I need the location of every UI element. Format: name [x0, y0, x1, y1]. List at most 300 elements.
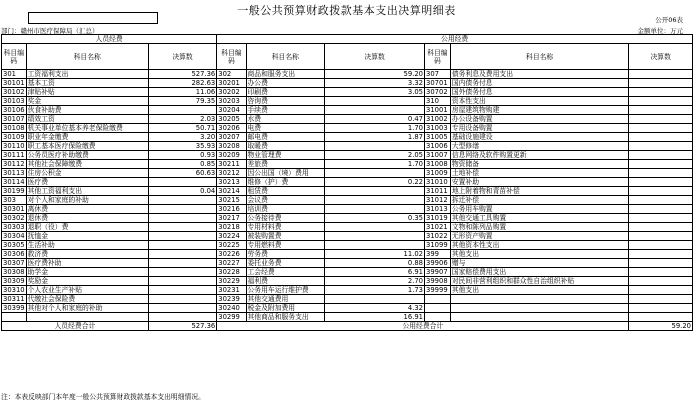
table-row — [2, 286, 693, 295]
row-amount-cell: 0.47 — [325, 115, 425, 124]
row-name-cell: 培训费 — [246, 205, 325, 214]
row-code-cell: 30199 — [3, 187, 25, 195]
column-header-name: 科目名称 — [246, 44, 325, 70]
table-row — [2, 259, 693, 268]
row-name-cell: 劳务费 — [246, 250, 325, 259]
row-name-cell: 资本性支出 — [450, 97, 629, 106]
row-amount-cell — [629, 97, 693, 106]
row-name-cell: 助学金 — [26, 268, 148, 277]
table-row — [2, 295, 693, 304]
table-row — [2, 70, 693, 79]
row-name-cell: 救济费 — [26, 250, 148, 259]
expenditure-table — [1, 34, 693, 331]
row-name-cell: 其他资本性支出 — [450, 241, 629, 250]
row-code-cell: 302 — [217, 70, 246, 79]
row-amount-cell — [629, 151, 693, 160]
row-code-cell: 310 — [425, 97, 451, 106]
row-amount-cell — [148, 250, 216, 259]
public-total-label: 公用经费合计 — [217, 322, 629, 331]
row-amount-cell: 2.70 — [325, 277, 425, 286]
row-name-cell: 信息网络及软件购置更新 — [450, 151, 629, 160]
row-amount-cell — [148, 241, 216, 250]
row-code-cell: 30114 — [3, 178, 25, 186]
row-code-cell: 39907 — [425, 268, 451, 277]
row-code-cell: 30226 — [217, 250, 246, 259]
row-code-cell: 31099 — [425, 241, 451, 250]
row-amount-cell: 3.32 — [325, 79, 425, 88]
row-amount-cell — [629, 178, 693, 187]
row-amount-cell — [325, 232, 425, 241]
row-name-cell: 医疗费补助 — [26, 259, 148, 268]
row-code-cell: 30206 — [217, 124, 246, 133]
row-name-cell: 工会经费 — [246, 268, 325, 277]
row-code-cell: 31011 — [425, 187, 451, 196]
row-code-cell: 30209 — [217, 151, 246, 160]
row-name-cell: 文物和陈列品购置 — [450, 223, 629, 232]
row-code-cell: 30302 — [3, 214, 25, 222]
row-name-cell: 水费 — [246, 115, 325, 124]
row-amount-cell — [629, 313, 693, 322]
row-name-cell: 公务用车运行维护费 — [246, 286, 325, 295]
row-name-cell: 拆迁补偿 — [450, 196, 629, 205]
row-amount-cell: 0.93 — [148, 151, 216, 160]
row-code-cell — [2, 313, 27, 322]
row-code-cell: 30217 — [217, 214, 246, 223]
table-row — [2, 106, 693, 115]
row-code-cell: 30212 — [217, 169, 246, 178]
column-header-amount: 决算数 — [629, 44, 693, 70]
row-code-cell: 30224 — [217, 232, 246, 241]
row-name-cell: 机关事业单位基本养老保险缴费 — [26, 124, 148, 133]
row-amount-cell: 0.88 — [325, 259, 425, 268]
row-code-cell: 30216 — [217, 205, 246, 214]
row-code-cell: 39906 — [425, 259, 451, 268]
row-name-cell — [26, 313, 148, 322]
table-row — [2, 304, 693, 313]
footnote: 注：本表反映部门本年度一般公共预算财政拨款基本支出明细情况。 — [1, 393, 205, 401]
row-amount-cell: 3.20 — [148, 133, 216, 142]
row-name-cell: 办公设备购置 — [450, 115, 629, 124]
row-amount-cell — [148, 304, 216, 313]
row-code-cell: 30203 — [217, 97, 246, 106]
totals-row — [2, 322, 693, 331]
row-amount-cell: 79.35 — [148, 97, 216, 106]
row-code-cell: 31010 — [425, 178, 451, 187]
row-amount-cell — [629, 88, 693, 97]
table-row — [2, 142, 693, 151]
row-code-cell: 30229 — [217, 277, 246, 286]
row-name-cell: 津贴补贴 — [26, 88, 148, 97]
row-name-cell: 公务用车购置 — [450, 205, 629, 214]
row-name-cell: 职业年金缴费 — [26, 133, 148, 142]
row-name-cell: 其他商品和服务支出 — [246, 313, 325, 322]
row-name-cell: 物业管理费 — [246, 151, 325, 160]
row-code-cell: 307 — [425, 70, 451, 79]
row-amount-cell: 60.63 — [148, 169, 216, 178]
row-code-cell: 30299 — [217, 313, 246, 322]
row-code-cell: 31005 — [425, 133, 451, 142]
row-name-cell: 委托业务费 — [246, 259, 325, 268]
row-amount-cell — [629, 259, 693, 268]
row-amount-cell — [148, 106, 216, 115]
row-code-cell: 30701 — [425, 79, 451, 88]
row-amount-cell: 0.85 — [148, 160, 216, 169]
table-row — [2, 178, 693, 187]
row-code-cell: 30304 — [3, 232, 25, 240]
row-name-cell: 住房公积金 — [26, 169, 148, 178]
row-name-cell: 其他交通费用 — [246, 295, 325, 304]
row-amount-cell: 50.71 — [148, 124, 216, 133]
row-amount-cell — [629, 214, 693, 223]
row-code-cell: 30225 — [217, 241, 246, 250]
row-amount-cell — [629, 133, 693, 142]
row-code-cell: 30204 — [217, 106, 246, 115]
row-amount-cell: 1.70 — [325, 124, 425, 133]
column-header-code: 科目编码 — [2, 44, 27, 70]
row-code-cell: 30211 — [217, 160, 246, 169]
row-name-cell: 取暖费 — [246, 142, 325, 151]
row-code-cell: 399 — [425, 250, 451, 259]
row-name-cell: 赠与 — [450, 259, 629, 268]
row-amount-cell — [629, 241, 693, 250]
row-name-cell: 维修（护）费 — [246, 178, 325, 187]
row-name-cell: 国外债务付息 — [450, 88, 629, 97]
table-row — [2, 214, 693, 223]
row-code-cell: 30213 — [217, 178, 246, 187]
row-code-cell: 30399 — [3, 304, 25, 312]
personnel-total-value: 527.36 — [148, 322, 216, 331]
row-code-cell: 30218 — [217, 223, 246, 232]
row-name-cell: 奖金 — [26, 97, 148, 106]
row-amount-cell — [325, 106, 425, 115]
row-code-cell — [425, 313, 451, 322]
table-row — [2, 268, 693, 277]
row-amount-cell — [148, 178, 216, 187]
unit-name-box — [28, 12, 158, 24]
row-amount-cell — [629, 205, 693, 214]
row-code-cell: 30103 — [3, 97, 25, 105]
row-amount-cell — [325, 169, 425, 178]
table-row — [2, 223, 693, 232]
row-amount-cell — [148, 205, 216, 214]
row-name-cell: 税金及附加费用 — [246, 304, 325, 313]
row-amount-cell — [148, 286, 216, 295]
row-amount-cell: 1.87 — [325, 133, 425, 142]
row-name-cell: 其他对个人和家庭的补助 — [26, 304, 148, 313]
row-code-cell: 30309 — [3, 277, 25, 285]
row-amount-cell — [325, 241, 425, 250]
table-row — [2, 313, 693, 322]
row-code-cell: 30113 — [3, 169, 25, 177]
row-name-cell: 土地补偿 — [450, 169, 629, 178]
row-code-cell: 30305 — [3, 241, 25, 249]
row-name-cell: 安置补助 — [450, 178, 629, 187]
row-code-cell: 31012 — [425, 196, 451, 205]
table-row — [2, 196, 693, 205]
row-amount-cell: 2.03 — [148, 115, 216, 124]
row-name-cell: 基础设施建设 — [450, 133, 629, 142]
row-amount-cell — [148, 232, 216, 241]
row-name-cell: 对民间非营利组织和群众性自治组织补贴 — [450, 277, 629, 286]
table-row — [2, 241, 693, 250]
column-header-amount: 决算数 — [325, 44, 425, 70]
row-name-cell: 公务接待费 — [246, 214, 325, 223]
row-code-cell: 30214 — [217, 187, 246, 196]
row-amount-cell — [325, 223, 425, 232]
column-header-code: 科目编码 — [217, 44, 246, 70]
row-code-cell: 31006 — [425, 142, 451, 151]
row-name-cell: 专用燃料费 — [246, 241, 325, 250]
row-code-cell: 31019 — [425, 214, 451, 223]
row-code-cell: 31007 — [425, 151, 451, 160]
row-code-cell — [425, 304, 451, 313]
row-amount-cell: 6.91 — [325, 268, 425, 277]
row-name-cell: 退休费 — [26, 214, 148, 223]
row-amount-cell — [629, 187, 693, 196]
row-amount-cell — [148, 196, 216, 205]
row-code-cell: 30306 — [3, 250, 25, 258]
row-amount-cell: 35.93 — [148, 142, 216, 151]
row-name-cell: 无形资产购置 — [450, 232, 629, 241]
row-name-cell — [450, 313, 629, 322]
row-name-cell: 其他社会保障缴费 — [26, 160, 148, 169]
row-amount-cell — [629, 115, 693, 124]
row-code-cell: 31022 — [425, 232, 451, 241]
row-name-cell: 其他支出 — [450, 250, 629, 259]
row-code-cell: 31001 — [425, 106, 451, 115]
row-code-cell: 30108 — [3, 124, 25, 132]
row-name-cell: 抚恤金 — [26, 232, 148, 241]
row-amount-cell: 3.05 — [325, 88, 425, 97]
row-amount-cell — [629, 295, 693, 304]
row-code-cell: 30106 — [3, 106, 25, 114]
row-code-cell: 30101 — [3, 79, 25, 87]
unit-label: 金额单位：万元 — [637, 27, 683, 35]
row-code-cell: 30301 — [3, 205, 25, 213]
row-code-cell: 31009 — [425, 169, 451, 178]
row-code-cell: 30311 — [3, 295, 25, 303]
row-code-cell: 30240 — [217, 304, 246, 313]
row-code-cell: 30111 — [3, 151, 25, 159]
row-name-cell: 租赁费 — [246, 187, 325, 196]
row-name-cell: 办公费 — [246, 79, 325, 88]
row-name-cell: 对个人和家庭的补助 — [26, 196, 148, 205]
row-code-cell: 30208 — [217, 142, 246, 151]
row-name-cell: 咨询费 — [246, 97, 325, 106]
row-amount-cell: 11.06 — [148, 88, 216, 97]
personnel-total-label: 人员经费合计 — [2, 322, 149, 331]
table-row — [2, 232, 693, 241]
row-name-cell: 离休费 — [26, 205, 148, 214]
table-row — [2, 250, 693, 259]
row-name-cell — [450, 295, 629, 304]
form-code: 公开06表 — [655, 16, 683, 24]
row-code-cell: 31021 — [425, 223, 451, 232]
row-amount-cell: 4.32 — [325, 304, 425, 313]
row-name-cell: 大型修缮 — [450, 142, 629, 151]
report-title: 一般公共预算财政拨款基本支出决算明细表 — [237, 4, 456, 17]
row-code-cell: 30227 — [217, 259, 246, 268]
row-code-cell: 31002 — [425, 115, 451, 124]
row-name-cell — [450, 304, 629, 313]
row-code-cell: 30231 — [217, 286, 246, 295]
row-code-cell: 303 — [2, 196, 27, 205]
row-name-cell: 物资储备 — [450, 160, 629, 169]
row-code-cell: 30303 — [3, 223, 25, 231]
row-name-cell: 绩效工资 — [26, 115, 148, 124]
row-amount-cell: 0.35 — [325, 214, 425, 223]
row-name-cell: 地上附着物和青苗补偿 — [450, 187, 629, 196]
row-name-cell: 国内债务付息 — [450, 79, 629, 88]
table-row — [2, 79, 693, 88]
table-row — [2, 205, 693, 214]
table-row — [2, 169, 693, 178]
row-name-cell: 个人农业生产补贴 — [26, 286, 148, 295]
row-amount-cell — [325, 196, 425, 205]
row-amount-cell — [325, 142, 425, 151]
row-code-cell: 30215 — [217, 196, 246, 205]
table-row — [2, 160, 693, 169]
row-code-cell: 30201 — [217, 79, 246, 88]
column-header-code: 科目编码 — [425, 44, 451, 70]
row-amount-cell — [629, 304, 693, 313]
column-header-name: 科目名称 — [450, 44, 629, 70]
column-header-row — [2, 44, 693, 70]
row-amount-cell — [629, 277, 693, 286]
table-row — [2, 124, 693, 133]
row-code-cell: 30107 — [3, 115, 25, 123]
row-code-cell: 31008 — [425, 160, 451, 169]
row-amount-cell — [148, 313, 216, 322]
row-amount-cell — [148, 259, 216, 268]
public-total-value: 59.20 — [629, 322, 693, 331]
row-amount-cell — [629, 268, 693, 277]
row-amount-cell — [629, 70, 693, 79]
row-amount-cell — [325, 295, 425, 304]
row-name-cell: 职工基本医疗保险缴费 — [26, 142, 148, 151]
row-amount-cell — [148, 214, 216, 223]
row-name-cell: 退职（役）费 — [26, 223, 148, 232]
row-name-cell: 工资福利支出 — [26, 70, 148, 79]
row-name-cell: 印刷费 — [246, 88, 325, 97]
row-code-cell: 30702 — [425, 88, 451, 97]
table-row — [2, 97, 693, 106]
row-amount-cell: 11.02 — [325, 250, 425, 259]
department-label: 部门：赣州市医疗保障局（汇总） — [1, 27, 99, 35]
row-name-cell: 福利费 — [246, 277, 325, 286]
row-name-cell: 会议费 — [246, 196, 325, 205]
table-row — [2, 187, 693, 196]
row-amount-cell — [629, 124, 693, 133]
row-amount-cell: 2.05 — [325, 151, 425, 160]
row-amount-cell: 1.73 — [325, 286, 425, 295]
row-amount-cell: 1.70 — [325, 160, 425, 169]
row-amount-cell — [325, 205, 425, 214]
row-code-cell: 30228 — [217, 268, 246, 277]
row-code-cell: 39908 — [425, 277, 451, 286]
row-name-cell: 差旅费 — [246, 160, 325, 169]
row-code-cell: 30110 — [3, 142, 25, 150]
row-amount-cell: 282.63 — [148, 79, 216, 88]
public-section-header: 公用经费 — [217, 35, 693, 44]
row-code-cell: 30310 — [3, 286, 25, 294]
row-name-cell: 其他交通工具购置 — [450, 214, 629, 223]
row-amount-cell — [629, 250, 693, 259]
row-code-cell: 31003 — [425, 124, 451, 133]
row-code-cell: 39999 — [425, 286, 451, 295]
table-row — [2, 277, 693, 286]
row-name-cell: 因公出国（境）费用 — [246, 169, 325, 178]
row-name-cell: 专用设备购置 — [450, 124, 629, 133]
row-code-cell: 30109 — [3, 133, 25, 141]
column-header-amount: 决算数 — [148, 44, 216, 70]
row-amount-cell — [629, 286, 693, 295]
row-code-cell: 30308 — [3, 268, 25, 276]
row-code-cell: 30102 — [3, 88, 25, 96]
table-row — [2, 88, 693, 97]
row-code-cell: 30202 — [217, 88, 246, 97]
row-code-cell: 30112 — [3, 160, 25, 168]
row-name-cell: 公务员医疗补助缴费 — [26, 151, 148, 160]
row-name-cell: 手续费 — [246, 106, 325, 115]
row-code-cell: 30307 — [3, 259, 25, 267]
row-amount-cell: 0.04 — [148, 187, 216, 196]
row-amount-cell — [148, 223, 216, 232]
row-code-cell — [425, 295, 451, 304]
row-amount-cell — [629, 160, 693, 169]
table-row — [2, 115, 693, 124]
table-row — [2, 133, 693, 142]
personnel-section-header: 人员经费 — [2, 35, 217, 44]
row-amount-cell — [325, 97, 425, 106]
row-amount-cell — [629, 79, 693, 88]
row-name-cell: 基本工资 — [26, 79, 148, 88]
row-name-cell: 国家赔偿费用支出 — [450, 268, 629, 277]
row-amount-cell — [148, 277, 216, 286]
row-name-cell: 代缴社会保险费 — [26, 295, 148, 304]
row-name-cell: 房屋建筑物购建 — [450, 106, 629, 115]
row-amount-cell — [629, 223, 693, 232]
row-name-cell: 伙食补助费 — [26, 106, 148, 115]
row-name-cell: 其他工资福利支出 — [26, 187, 148, 196]
row-name-cell: 邮电费 — [246, 133, 325, 142]
row-code-cell: 30207 — [217, 133, 246, 142]
row-name-cell: 专用材料费 — [246, 223, 325, 232]
row-amount-cell: 527.36 — [148, 70, 216, 79]
row-name-cell: 生活补助 — [26, 241, 148, 250]
row-code-cell: 30205 — [217, 115, 246, 124]
row-name-cell: 债务利息及费用支出 — [450, 70, 629, 79]
row-name-cell: 奖励金 — [26, 277, 148, 286]
row-name-cell: 电费 — [246, 124, 325, 133]
row-amount-cell — [629, 142, 693, 151]
row-name-cell: 商品和服务支出 — [246, 70, 325, 79]
column-header-name: 科目名称 — [26, 44, 148, 70]
table-row — [2, 151, 693, 160]
row-amount-cell — [148, 268, 216, 277]
row-amount-cell: 59.20 — [325, 70, 425, 79]
row-amount-cell: 0.22 — [325, 178, 425, 187]
row-amount-cell — [629, 169, 693, 178]
row-amount-cell — [629, 196, 693, 205]
section-header-row — [2, 35, 693, 44]
row-code-cell: 301 — [2, 70, 27, 79]
row-code-cell: 31013 — [425, 205, 451, 214]
row-amount-cell: 16.91 — [325, 313, 425, 322]
row-amount-cell — [629, 232, 693, 241]
row-amount-cell — [629, 106, 693, 115]
row-amount-cell — [148, 295, 216, 304]
